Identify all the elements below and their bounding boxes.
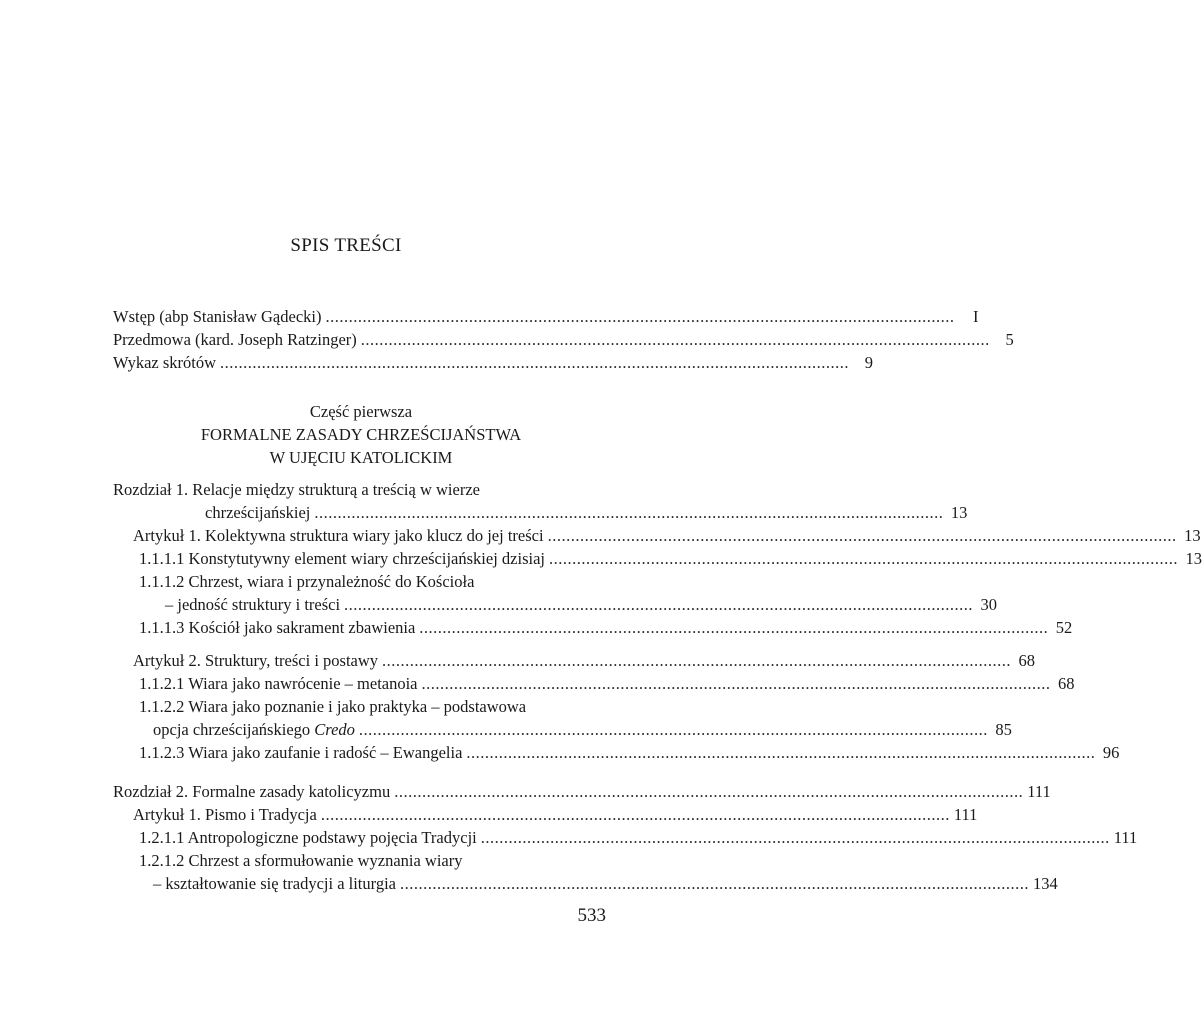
leader-dots: ........................................................................................................................................	[325, 307, 955, 326]
section-entry[interactable]	[113, 826, 1138, 849]
toc-entry-title: 1.2.1.2 Chrzest a sformułowanie wyznania wiary	[139, 851, 463, 870]
leader-dots: ........................................................................................................................................	[421, 674, 1051, 693]
toc-entry-page: 68	[1018, 651, 1036, 670]
leader-dots: ........................................................................................................................................	[400, 874, 1029, 893]
toc-entry-page: 13	[950, 503, 968, 522]
toc-entry-page: 134	[1033, 874, 1058, 893]
section-entry[interactable]	[113, 695, 609, 718]
article-entry[interactable]	[113, 803, 978, 826]
chapter-heading[interactable]	[113, 478, 609, 501]
toc-entry-title: 1.1.1.1 Konstytutywny element wiary chrześcijańskiej dzisiaj	[139, 549, 545, 568]
leader-dots: ........................................................................................................................................	[320, 805, 950, 824]
toc-entry-page: 13	[1184, 526, 1201, 545]
toc-entry-page: 9	[864, 353, 874, 372]
toc-entry-title-part: opcja chrześcijańskiego	[153, 720, 315, 739]
toc-entry-title: 1.1.2.1 Wiara jako nawrócenie – metanoia	[139, 674, 418, 693]
toc-entry-title: – kształtowanie się tradycji a liturgia	[153, 874, 396, 893]
toc-entry-page: 96	[1102, 743, 1120, 762]
toc-entry-continuation[interactable]	[113, 501, 968, 524]
toc-entry-title: 1.2.1.1 Antropologiczne podstawy pojęcia Tradycji	[139, 828, 477, 847]
section-entry[interactable]	[113, 741, 1120, 764]
toc-entry-title: Wstęp (abp Stanisław Gądecki)	[113, 307, 322, 326]
toc-entry-title: Rozdział 1. Relacje między strukturą a treścią w wierze	[113, 480, 480, 499]
leader-dots: ........................................................................................................................................	[360, 330, 990, 349]
toc-entry-page: 68	[1058, 674, 1075, 693]
toc-entry[interactable]	[113, 328, 1014, 351]
leader-dots: ........................................................................................................................................	[547, 526, 1177, 545]
toc-entry-continuation[interactable]	[113, 593, 998, 616]
toc-entry-page: 85	[995, 720, 1012, 739]
chapter-heading[interactable]	[113, 780, 1051, 803]
leader-dots: ........................................................................................................................................	[220, 353, 850, 372]
leader-dots: ........................................................................................................................................	[419, 618, 1049, 637]
article-entry[interactable]	[113, 649, 1036, 672]
section-entry[interactable]	[113, 547, 1202, 570]
toc-entry-page: 111	[1113, 828, 1138, 847]
toc-entry-title: 1.1.2.2 Wiara jako poznanie i jako praktyka – podstawowa	[139, 697, 527, 716]
leader-dots: ........................................................................................................................................	[548, 549, 1178, 568]
toc-entry-title: Artykuł 2. Struktury, treści i postawy	[133, 651, 379, 670]
leader-dots: ........................................................................................................................................	[394, 782, 1024, 801]
toc-entry[interactable]	[113, 305, 979, 328]
toc-entry-title: Artykuł 1. Pismo i Tradycja	[133, 805, 317, 824]
toc-entry-continuation[interactable]	[113, 718, 1012, 741]
spacer	[113, 764, 609, 780]
toc-entry-title: 1.1.1.2 Chrzest, wiara i przynależność do Kościoła	[139, 572, 475, 591]
page-title: SPIS TREŚCI	[290, 235, 402, 256]
section-entry[interactable]	[113, 616, 1073, 639]
leader-dots: ........................................................................................................................................	[480, 828, 1110, 847]
part-title-line1: FORMALNE ZASADY CHRZEŚCIJAŃSTWA	[200, 425, 522, 444]
toc-entry-title: Wykaz skrótów	[113, 353, 217, 372]
toc-list	[113, 478, 1202, 895]
toc-entry-title: 1.1.1.3 Kościół jako sakrament zbawienia	[139, 618, 416, 637]
leader-dots: ........................................................................................................................................	[314, 503, 944, 522]
page-number: 533	[577, 905, 606, 926]
section-entry[interactable]	[113, 570, 609, 593]
leader-dots: ........................................................................................................................................	[382, 651, 1012, 670]
spacer	[113, 639, 609, 649]
toc-entry-title: Przedmowa (kard. Joseph Ratzinger)	[113, 330, 357, 349]
toc-entry-title: Artykuł 1. Kolektywna struktura wiary jako klucz do jej treści	[133, 526, 544, 545]
toc-entry-page: I	[972, 307, 979, 326]
section-entry[interactable]	[113, 849, 609, 872]
toc-entry-page: 111	[953, 805, 978, 824]
front-matter-list	[113, 305, 1014, 374]
toc-entry-page: 52	[1055, 618, 1073, 637]
toc-entry-title: 1.1.2.3 Wiara jako zaufanie i radość – Ewangelia	[139, 743, 463, 762]
toc-entry-title: Rozdział 2. Formalne zasady katolicyzmu	[113, 782, 391, 801]
part-label: Część pierwsza	[309, 402, 413, 421]
section-entry[interactable]	[113, 672, 1075, 695]
toc-entry-page: 5	[1005, 330, 1014, 349]
part-title-line2: W UJĘCIU KATOLICKIM	[269, 448, 453, 467]
toc-entry-continuation[interactable]	[113, 872, 1058, 895]
leader-dots: ........................................................................................................................................	[358, 720, 988, 739]
leader-dots: ........................................................................................................................................	[466, 743, 1096, 762]
credo-italic: Credo	[314, 720, 355, 739]
part-heading	[113, 400, 609, 469]
leader-dots: ........................................................................................................................................	[344, 595, 974, 614]
toc-entry-page: 13	[1185, 549, 1202, 568]
article-entry[interactable]	[113, 524, 1201, 547]
toc-entry[interactable]	[113, 351, 874, 374]
toc-entry-title: chrześcijańskiej	[205, 503, 311, 522]
toc-entry-page: 111	[1027, 782, 1051, 801]
toc-entry-page: 30	[980, 595, 998, 614]
toc-entry-title	[153, 718, 355, 741]
toc-entry-title: – jedność struktury i treści	[165, 595, 341, 614]
